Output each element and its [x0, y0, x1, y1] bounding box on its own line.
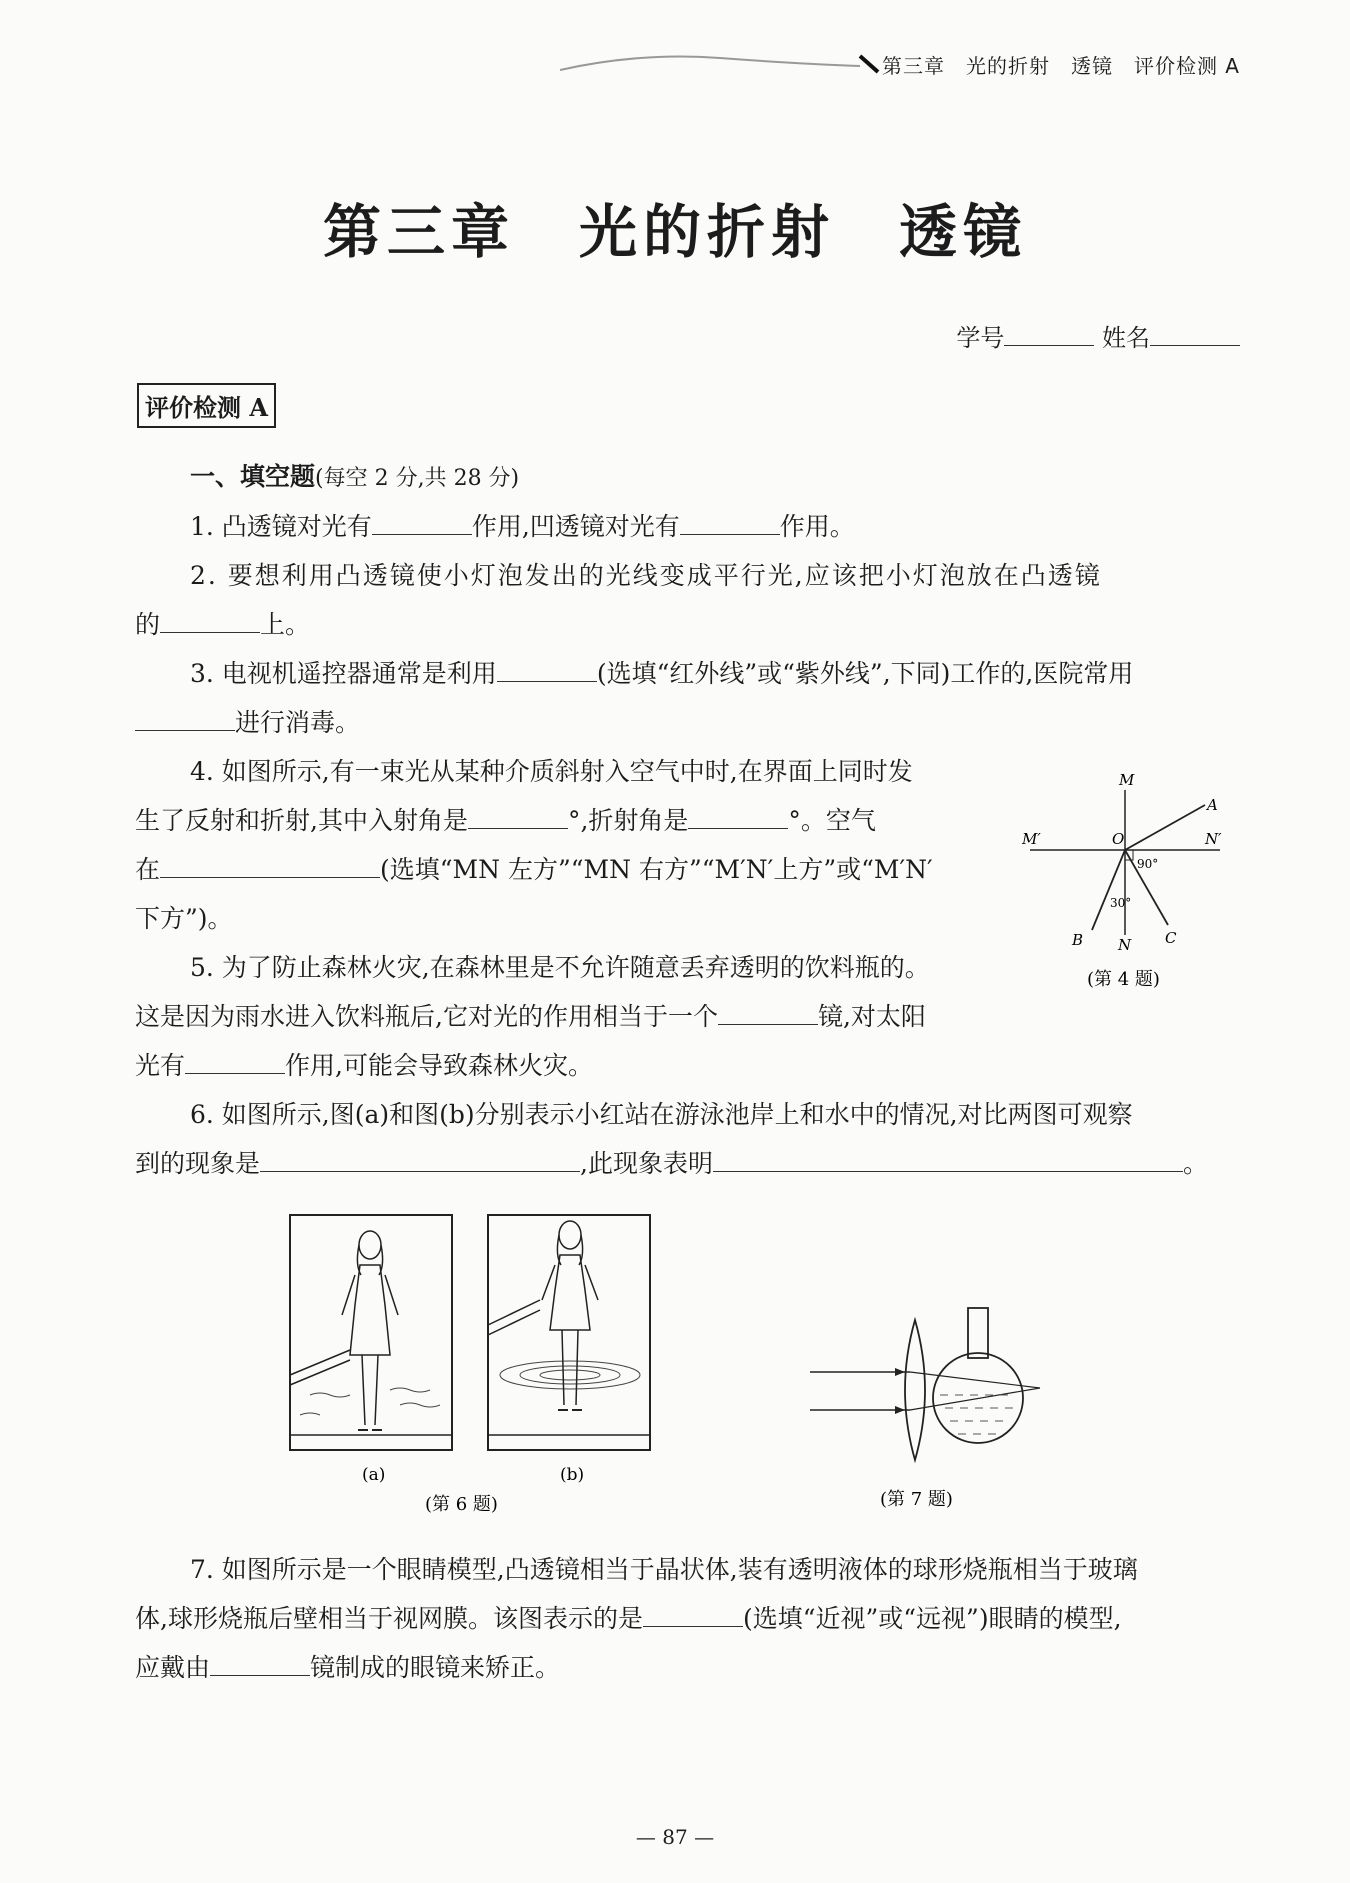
student-name-label: 姓名 [1102, 324, 1150, 352]
label-O: O [1112, 830, 1125, 848]
question-4-line-4: 下方”)。 [135, 904, 233, 933]
convex-lens [905, 1320, 925, 1460]
figure-4-diagram [1010, 765, 1240, 1005]
label-90deg: 90° [1137, 857, 1159, 871]
question-6-line-1: 6. 如图所示,图(a)和图(b)分别表示小红站在游泳池岸上和水中的情况,对比两图可观察 [190, 1100, 1133, 1129]
question-7-line-2: 体,球形烧瓶后壁相当于视网膜。该图表示的是 (选填“近视”或“远视”)眼睛的模型, [135, 1594, 1225, 1643]
student-info-line [956, 318, 1240, 353]
label-M: M [1119, 771, 1135, 789]
ray-ob [1092, 850, 1125, 930]
answer-blank[interactable] [718, 998, 818, 1025]
figure-6-caption: (第 6 题) [425, 1494, 498, 1515]
question-5-line-1: 5. 为了防止森林火灾,在森林里是不允许随意丢弃透明的饮料瓶的。 [190, 953, 930, 982]
label-30deg: 30° [1110, 896, 1132, 910]
answer-blank[interactable] [260, 1145, 580, 1172]
header-decoration [560, 42, 880, 82]
answer-blank[interactable] [160, 606, 260, 633]
question-4-line-1: 4. 如图所示,有一束光从某种介质斜射入空气中时,在界面上同时发 [190, 757, 913, 786]
question-7-line-1: 7. 如图所示是一个眼睛模型,凸透镜相当于晶状体,装有透明液体的球形烧瓶相当于玻璃 [190, 1555, 1138, 1584]
answer-blank[interactable] [210, 1649, 310, 1676]
answer-blank[interactable] [468, 802, 568, 829]
label-C: C [1165, 929, 1177, 947]
section-score: (每空 2 分,共 28 分) [315, 466, 520, 491]
question-7-line-3: 应戴由 镜制成的眼镜来矫正。 [135, 1643, 1225, 1692]
question-2-line-2: 的 上。 [135, 600, 1225, 649]
figure-6a-person [342, 1231, 398, 1430]
answer-blank[interactable] [713, 1145, 1183, 1172]
label-N-prime: N′ [1205, 830, 1222, 848]
section-box-label: 评价检测 A [137, 383, 276, 428]
answer-blank[interactable] [185, 1047, 285, 1074]
student-name-blank[interactable] [1150, 319, 1240, 346]
question-5-line-3: 光有 作用,可能会导致森林火灾。 [135, 1041, 1225, 1090]
page-number: — 87 — [635, 1825, 715, 1849]
section-heading [135, 452, 1225, 503]
question-5-line-2: 这是因为雨水进入饮料瓶后,它对光的作用相当于一个 镜,对太阳 [135, 992, 1000, 1041]
section-title: 一、填空题 [190, 462, 316, 491]
figure-6a-label: (a) [362, 1465, 386, 1485]
figure-6b-label: (b) [560, 1465, 585, 1485]
label-B: B [1072, 931, 1084, 949]
figure-7-caption: (第 7 题) [880, 1489, 953, 1510]
label-A: A [1207, 796, 1218, 814]
figure-6b-panel [488, 1215, 650, 1450]
student-id-blank[interactable] [1004, 319, 1094, 346]
question-2-line-1: 2. 要想利用凸透镜使小灯泡发出的光线变成平行光,应该把小灯泡放在凸透镜 [190, 561, 1102, 590]
running-header: 第三章 光的折射 透镜 评价检测 A [881, 54, 1240, 78]
ray-oa [1125, 805, 1205, 850]
figure-7-eye-model [800, 1300, 1060, 1520]
answer-blank[interactable] [160, 851, 380, 878]
answer-blank[interactable] [135, 704, 235, 731]
chapter-title: 第三章 光的折射 透镜 [322, 198, 1027, 266]
question-3-line-2: 进行消毒。 [135, 698, 1225, 747]
answer-blank[interactable] [643, 1600, 743, 1627]
figure-4-caption: (第 4 题) [1087, 969, 1160, 990]
answer-blank[interactable] [688, 802, 788, 829]
question-3-line-1: 3. 电视机遥控器通常是利用 (选填“红外线”或“紫外线”,下同)工作的,医院常用 [135, 649, 1225, 698]
figure-6b-person [542, 1221, 598, 1410]
student-id-label: 学号 [956, 324, 1005, 352]
answer-blank[interactable] [372, 508, 472, 535]
answer-blank[interactable] [680, 508, 780, 535]
label-N: N [1118, 936, 1132, 954]
answer-blank[interactable] [497, 655, 597, 682]
figure-6a-panel [290, 1215, 452, 1450]
question-4-line-2: 生了反射和折射,其中入射角是 °,折射角是 °。空气 [135, 796, 1000, 845]
question-6-line-2: 到的现象是 ,此现象表明 。 [135, 1139, 1225, 1188]
flask-neck [968, 1308, 988, 1358]
figure-6-illustration [280, 1205, 660, 1515]
question-4-line-3: 在 (选填“MN 左方”“MN 右方”“M′N′上方”或“M′N′ [135, 845, 1000, 894]
question-1: 1. 凸透镜对光有 作用,凹透镜对光有 作用。 [135, 502, 1225, 551]
label-M-prime: M′ [1022, 830, 1041, 848]
